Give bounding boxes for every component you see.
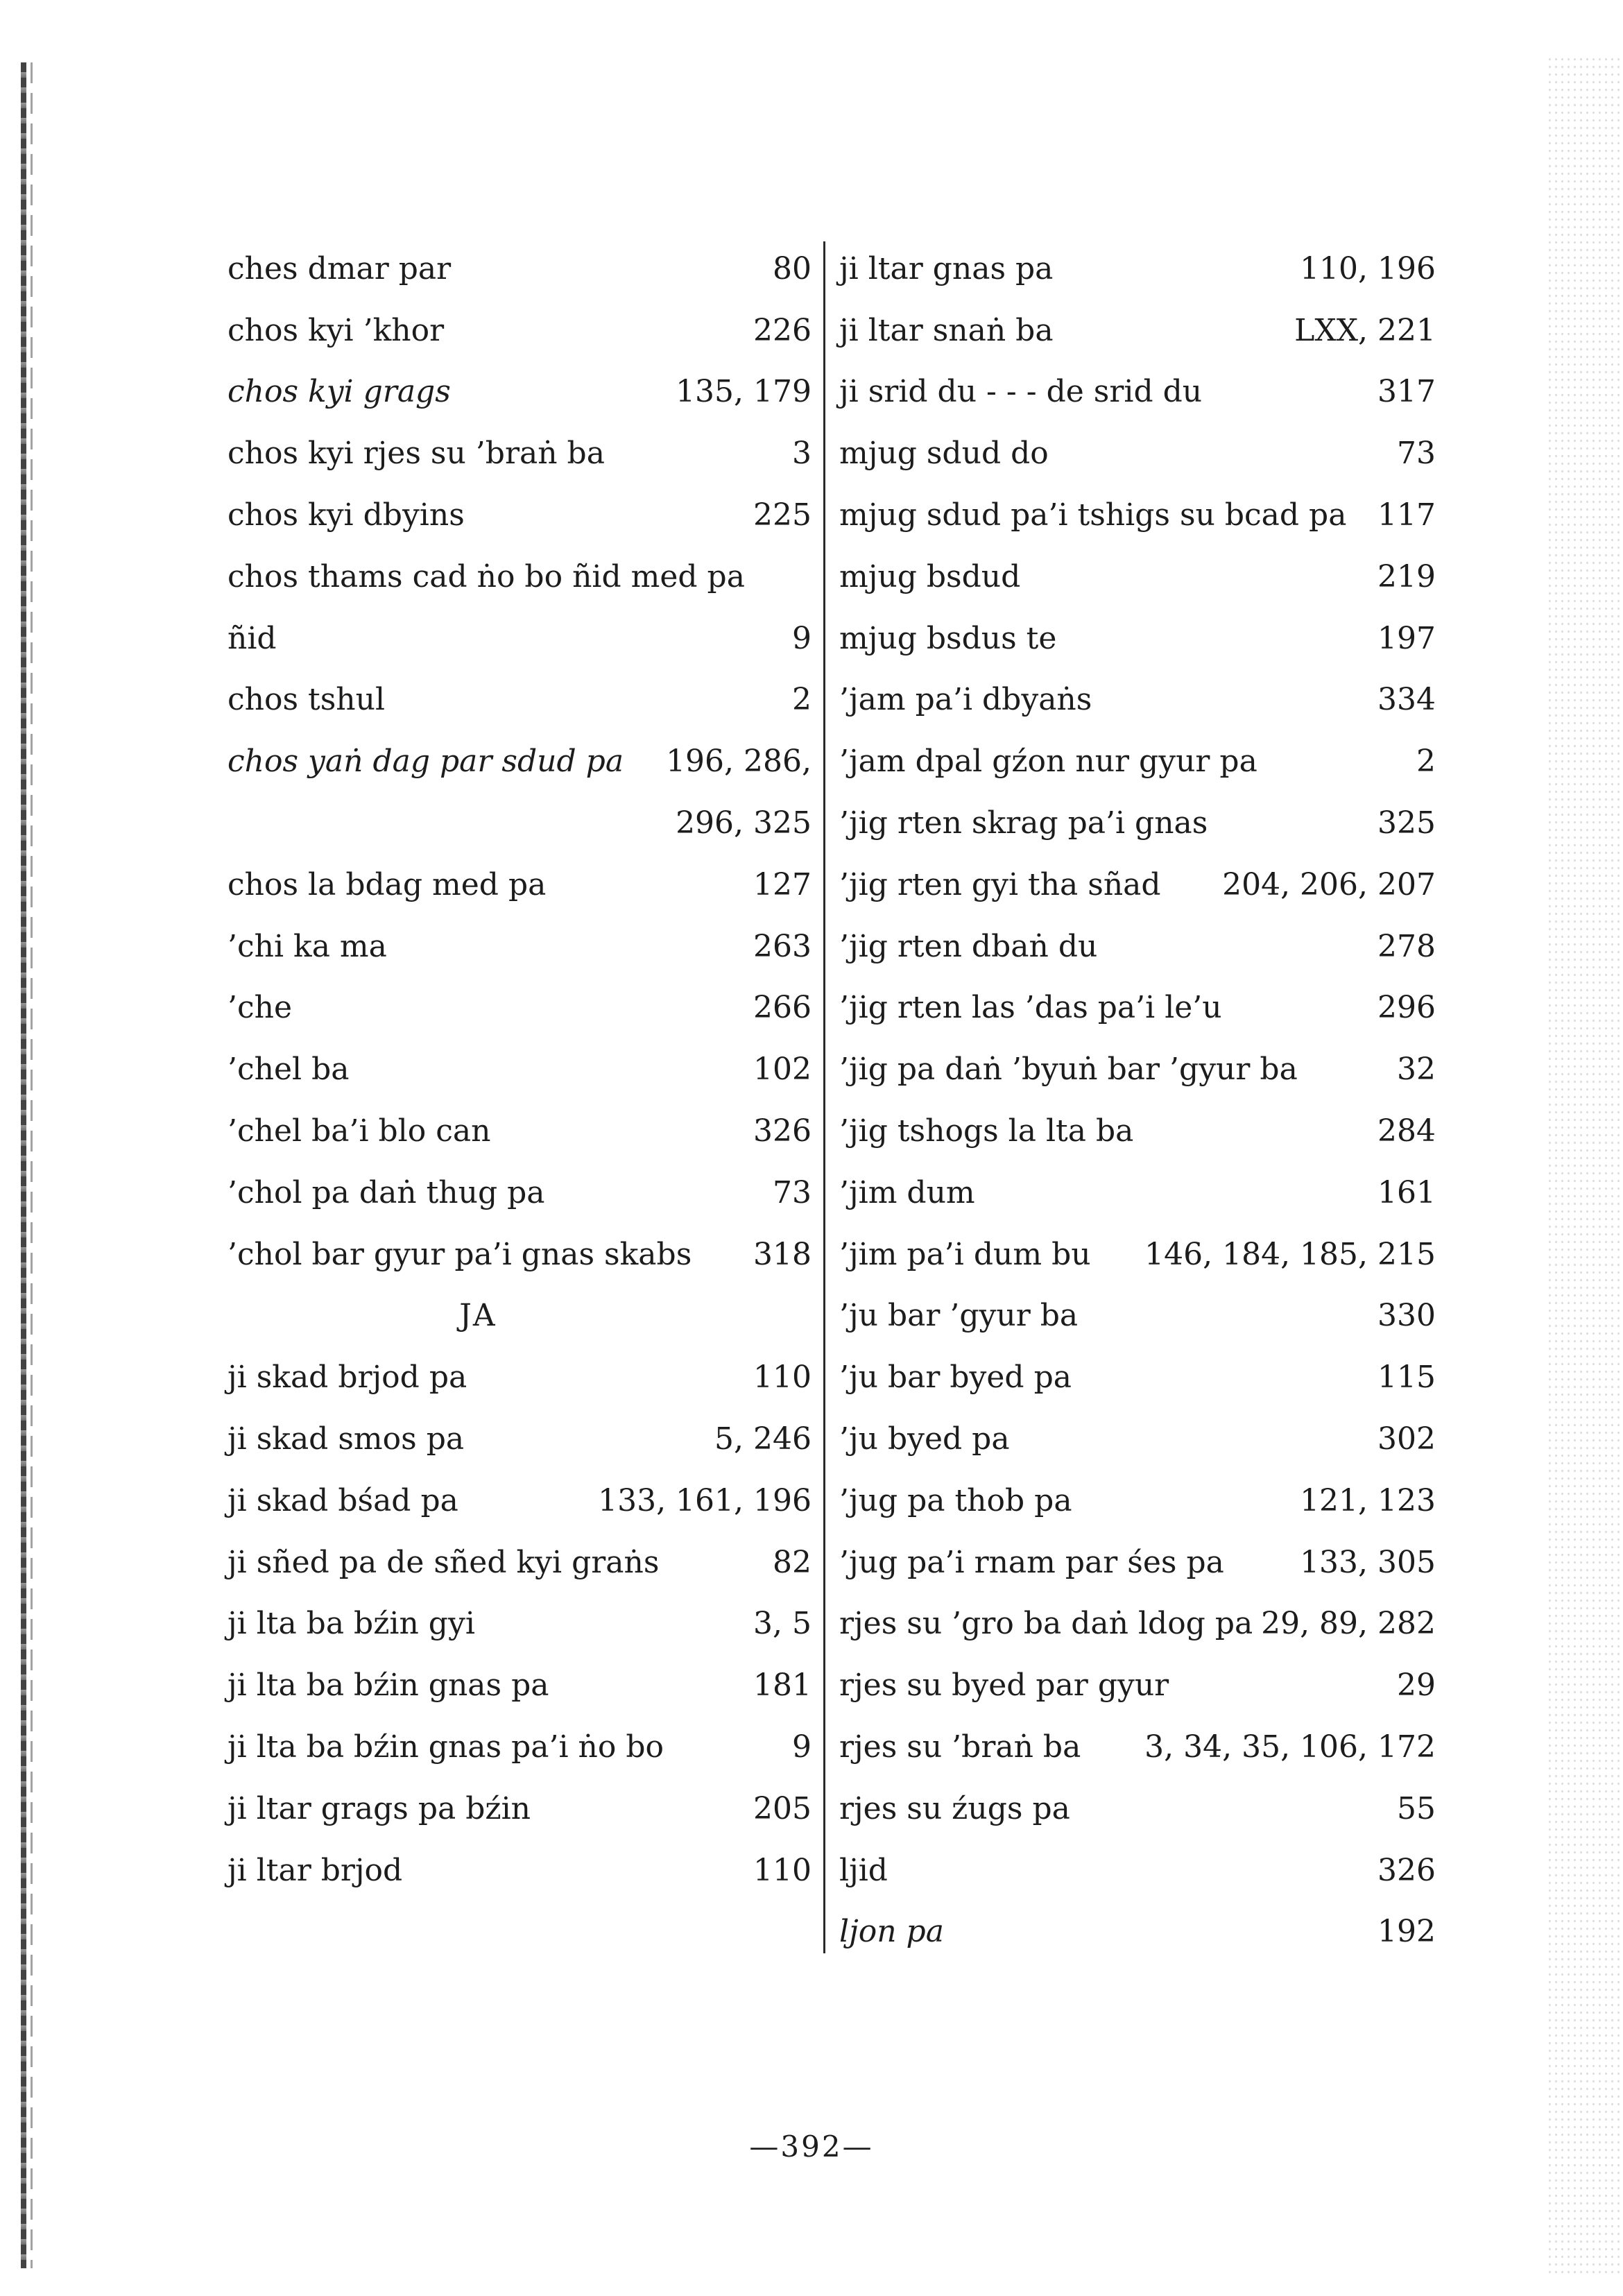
index-entry xyxy=(839,1901,1436,1963)
index-term: rjes su ’gro ba daṅ ldog pa xyxy=(839,1606,1253,1642)
index-term: ’jig rten gyi tha sñad xyxy=(839,866,1161,902)
index-term: ji lta ba bźin gnas pa’i ṅo bo xyxy=(227,1729,664,1765)
scan-noise-right xyxy=(1547,55,1623,2275)
page-references: 266 xyxy=(753,990,812,1026)
index-entry xyxy=(227,1716,812,1778)
page-references: 296, 325 xyxy=(676,805,812,841)
index-term: ’jim pa’i dum bu xyxy=(839,1236,1091,1272)
index-term: ji ltar snaṅ ba xyxy=(839,312,1054,348)
index-entry xyxy=(839,1224,1436,1285)
index-term: ljid xyxy=(839,1852,888,1888)
index-entry xyxy=(839,1840,1436,1901)
index-entry xyxy=(839,669,1436,731)
index-term: ljon pa xyxy=(839,1914,944,1950)
index-entry xyxy=(839,1532,1436,1593)
page-references: 115 xyxy=(1377,1360,1436,1396)
page-references: 127 xyxy=(753,866,812,902)
index-term: ’jug pa’i rnam par śes pa xyxy=(839,1544,1224,1580)
page-references: 135, 179 xyxy=(676,374,812,410)
index-term: ji skad bśad pa xyxy=(227,1482,458,1518)
index-entry xyxy=(839,300,1436,361)
page-references: 2 xyxy=(792,682,812,718)
index-entry xyxy=(227,854,812,916)
index-entry xyxy=(839,1285,1436,1347)
index-entry xyxy=(839,854,1436,916)
page-references: 181 xyxy=(753,1668,812,1704)
page-references: LXX, 221 xyxy=(1294,312,1436,348)
index-term: ’chol pa daṅ thug pa xyxy=(227,1174,545,1210)
index-entry xyxy=(227,1038,812,1100)
index-entry xyxy=(839,1346,1436,1408)
page-references: 32 xyxy=(1397,1052,1436,1088)
index-term: chos tshul xyxy=(227,682,386,718)
index-entry xyxy=(227,1346,812,1408)
page-references: 263 xyxy=(753,928,812,964)
index-term: ’jam pa’i dbyaṅs xyxy=(839,682,1092,718)
index-term: ’chi ka ma xyxy=(227,928,387,964)
section-heading: JA xyxy=(459,1298,497,1334)
index-entry xyxy=(227,792,812,854)
index-term: ’chel ba xyxy=(227,1052,350,1088)
index-term: ji skad brjod pa xyxy=(227,1360,467,1396)
page-references: 3, 34, 35, 106, 172 xyxy=(1144,1729,1436,1765)
page-references: 296 xyxy=(1377,990,1436,1026)
index-term: ’jig rten dbaṅ du xyxy=(839,928,1098,964)
page-references: 9 xyxy=(792,620,812,656)
page-references: 133, 305 xyxy=(1300,1544,1436,1580)
page-references: 110 xyxy=(753,1852,812,1888)
index-term: rjes su ’braṅ ba xyxy=(839,1729,1081,1765)
page-references: 284 xyxy=(1377,1113,1436,1149)
index-entry xyxy=(227,238,812,300)
page-references: 330 xyxy=(1377,1298,1436,1334)
index-entry xyxy=(227,1593,812,1655)
index-term: ’chel ba’i blo can xyxy=(227,1113,491,1149)
page-references: 82 xyxy=(773,1544,812,1580)
index-term: chos kyi rjes su ’braṅ ba xyxy=(227,436,605,472)
page-references: 278 xyxy=(1377,928,1436,964)
page-references: 325 xyxy=(1377,805,1436,841)
index-term: ji srid du - - - de srid du xyxy=(839,374,1203,410)
index-term: chos thams cad ṅo bo ñid med pa xyxy=(227,558,745,594)
index-entry xyxy=(227,1408,812,1470)
index-entry xyxy=(227,422,812,484)
index-entry xyxy=(227,1162,812,1224)
page-references: 302 xyxy=(1377,1421,1436,1457)
index-term: ’jig tshogs la lta ba xyxy=(839,1113,1134,1149)
page-references: 110, 196 xyxy=(1300,250,1436,286)
index-column-left xyxy=(227,238,812,1901)
index-term: ’jig pa daṅ ’byuṅ bar ’gyur ba xyxy=(839,1052,1298,1088)
index-entry xyxy=(227,1840,812,1901)
index-term: ’jig rten las ’das pa’i le’u xyxy=(839,990,1222,1026)
index-term: chos yaṅ dag par sdud pa xyxy=(227,744,624,780)
index-entry xyxy=(839,608,1436,669)
index-term: ’ju bar byed pa xyxy=(839,1360,1072,1396)
index-term: ji lta ba bźin gyi xyxy=(227,1606,475,1642)
index-entry xyxy=(839,1408,1436,1470)
page-references: 2 xyxy=(1416,744,1436,780)
index-term: chos kyi dbyins xyxy=(227,497,465,533)
index-term: rjes su byed par gyur xyxy=(839,1668,1169,1704)
index-entry xyxy=(839,1778,1436,1840)
index-entry xyxy=(839,1593,1436,1655)
index-entry xyxy=(839,1716,1436,1778)
index-term: chos kyi grags xyxy=(227,374,451,410)
index-entry xyxy=(839,361,1436,423)
index-entry xyxy=(839,238,1436,300)
index-entry xyxy=(839,1038,1436,1100)
index-term: ji skad smos pa xyxy=(227,1421,465,1457)
page-references: 317 xyxy=(1377,374,1436,410)
index-term: ’jam dpal gźon nur gyur pa xyxy=(839,744,1257,780)
page-references: 29 xyxy=(1397,1668,1436,1704)
index-entry xyxy=(227,361,812,423)
index-term: ’ju bar ’gyur ba xyxy=(839,1298,1079,1334)
page-references: 80 xyxy=(773,250,812,286)
page-references: 117 xyxy=(1377,497,1436,533)
page-references: 5, 246 xyxy=(714,1421,812,1457)
index-term: mjug sdud pa’i tshigs su bcad pa xyxy=(839,497,1347,533)
index-entry xyxy=(227,608,812,669)
index-term: ’che xyxy=(227,990,293,1026)
page-references: 326 xyxy=(1377,1852,1436,1888)
index-term: mjug bsdud xyxy=(839,558,1021,594)
page-references: 146, 184, 185, 215 xyxy=(1144,1236,1436,1272)
index-entry xyxy=(227,977,812,1039)
index-term: ’jug pa thob pa xyxy=(839,1482,1072,1518)
index-entry xyxy=(227,300,812,361)
index-term: ches dmar par xyxy=(227,250,452,286)
index-entry xyxy=(839,730,1436,792)
index-term: chos kyi ’khor xyxy=(227,312,445,348)
page-references: 226 xyxy=(753,312,812,348)
index-term: ’ju byed pa xyxy=(839,1421,1010,1457)
index-entry xyxy=(839,1100,1436,1162)
index-column-right xyxy=(839,238,1436,1962)
index-entry xyxy=(839,977,1436,1039)
page-references: 133, 161, 196 xyxy=(598,1482,812,1518)
index-term: chos la bdag med pa xyxy=(227,866,547,902)
page-references: 73 xyxy=(773,1174,812,1210)
index-term: ’chol bar gyur pa’i gnas skabs xyxy=(227,1236,692,1272)
index-entry xyxy=(227,916,812,977)
page-references: 192 xyxy=(1377,1914,1436,1950)
page-references: 205 xyxy=(753,1790,812,1826)
page-number: —392— xyxy=(749,2130,874,2164)
page-references: 161 xyxy=(1377,1174,1436,1210)
index-entry xyxy=(227,1100,812,1162)
page-references: 3 xyxy=(792,436,812,472)
page-references: 9 xyxy=(792,1729,812,1765)
page-references: 318 xyxy=(753,1236,812,1272)
index-entry xyxy=(227,1224,812,1285)
index-term: ji sñed pa de sñed kyi graṅs xyxy=(227,1544,660,1580)
scan-edge-left xyxy=(21,62,26,2268)
index-term: ji ltar grags pa bźin xyxy=(227,1790,531,1826)
index-entry xyxy=(839,1470,1436,1532)
index-term: mjug bsdus te xyxy=(839,620,1057,656)
index-term: ’jig rten skrag pa’i gnas xyxy=(839,805,1208,841)
index-entry xyxy=(839,422,1436,484)
index-term: ’jim dum xyxy=(839,1174,975,1210)
index-entry xyxy=(839,546,1436,608)
index-term: mjug sdud do xyxy=(839,436,1049,472)
page-references: 204, 206, 207 xyxy=(1222,866,1436,902)
page-references: 3, 5 xyxy=(753,1606,812,1642)
index-entry xyxy=(839,1162,1436,1224)
index-entry xyxy=(227,669,812,731)
index-entry xyxy=(839,792,1436,854)
page-references: 197 xyxy=(1377,620,1436,656)
index-entry xyxy=(227,1654,812,1716)
index-term: ñid xyxy=(227,620,277,656)
page-references: 29, 89, 282 xyxy=(1261,1606,1436,1642)
index-entry xyxy=(227,484,812,546)
page-references: 334 xyxy=(1377,682,1436,718)
page-references: 110 xyxy=(753,1360,812,1396)
page-references: 219 xyxy=(1377,558,1436,594)
page-references: 102 xyxy=(753,1052,812,1088)
page-references: 326 xyxy=(753,1113,812,1149)
page-references: 73 xyxy=(1397,436,1436,472)
index-entry xyxy=(227,1778,812,1840)
index-term: ji lta ba bźin gnas pa xyxy=(227,1668,549,1704)
index-entry xyxy=(839,484,1436,546)
scan-edge-left-secondary xyxy=(31,62,33,2268)
index-entry xyxy=(839,916,1436,977)
page-references: 55 xyxy=(1397,1790,1436,1826)
column-divider xyxy=(823,241,825,1953)
index-term: ji ltar brjod xyxy=(227,1852,403,1888)
index-entry xyxy=(227,730,812,792)
page-references: 196, 286, xyxy=(666,744,812,780)
page-references: 225 xyxy=(753,497,812,533)
index-term: rjes su źugs pa xyxy=(839,1790,1070,1826)
index-entry xyxy=(227,546,812,608)
index-entry xyxy=(839,1654,1436,1716)
index-entry xyxy=(227,1470,812,1532)
page-references: 121, 123 xyxy=(1300,1482,1436,1518)
index-entry xyxy=(227,1532,812,1593)
index-term: ji ltar gnas pa xyxy=(839,250,1054,286)
